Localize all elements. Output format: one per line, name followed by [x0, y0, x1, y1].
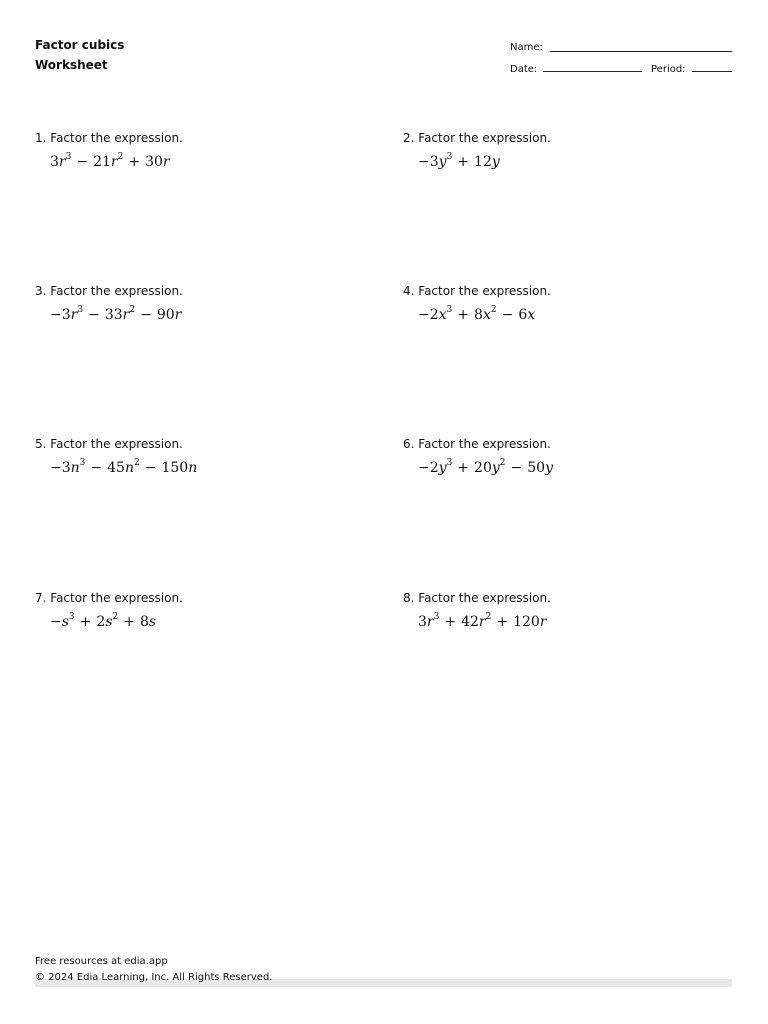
exponent: 2 [117, 152, 124, 163]
coefficient: 8 [474, 307, 483, 323]
date-label: Date: [510, 64, 538, 75]
coefficient: 21 [93, 154, 111, 170]
variable: s [61, 614, 69, 630]
operator: + [496, 614, 509, 630]
variable: s [148, 614, 157, 630]
term [418, 307, 452, 323]
variable: n [70, 460, 80, 476]
coefficient: 30 [145, 154, 163, 170]
exponent: 3 [65, 152, 72, 163]
variable: r [58, 154, 66, 170]
term [418, 614, 439, 630]
period-label: Period: [651, 64, 686, 75]
problem-1 [35, 131, 183, 170]
variable: r [539, 614, 547, 630]
term [96, 614, 118, 630]
term [93, 154, 123, 170]
variable: n [188, 460, 198, 476]
exponent: 3 [433, 612, 440, 623]
operator: − [144, 460, 157, 476]
variable: r [478, 614, 486, 630]
coefficient: 90 [156, 307, 175, 323]
term [474, 460, 505, 476]
problem-3 [35, 284, 183, 323]
variable: r [174, 307, 182, 323]
term [161, 460, 197, 476]
operator: + [123, 614, 135, 630]
problem-prompt: 5. Factor the expression. [35, 437, 183, 451]
coefficient: 3 [50, 154, 59, 170]
problem-prompt: 2. Factor the expression. [403, 131, 551, 145]
term [418, 460, 452, 476]
term [527, 460, 553, 476]
term [105, 307, 135, 323]
variable: x [438, 307, 447, 323]
exponent: 2 [499, 458, 506, 469]
operator: − [510, 460, 523, 476]
coefficient: 6 [518, 307, 528, 323]
footer-copyright: © 2024 Edia Learning, Inc. All Rights Reserved. [35, 972, 273, 983]
problem-expression [50, 460, 197, 476]
exponent: 2 [129, 305, 136, 316]
variable: y [491, 154, 500, 170]
exponent: 3 [68, 612, 75, 623]
operator: − [501, 307, 514, 323]
problem-5 [35, 437, 197, 476]
problem-7 [35, 591, 183, 630]
variable: y [438, 154, 447, 170]
coefficient: 150 [161, 460, 189, 476]
operator: + [444, 614, 457, 630]
problem-expression [50, 614, 183, 630]
problem-8 [403, 591, 551, 630]
coefficient: 42 [461, 614, 479, 630]
problem-prompt: 4. Factor the expression. [403, 284, 551, 298]
name-label: Name: [510, 42, 543, 53]
exponent: 2 [485, 612, 492, 623]
variable: r [162, 154, 170, 170]
term [518, 307, 535, 323]
coefficient: −3 [50, 307, 71, 323]
exponent: 2 [134, 458, 140, 469]
date-field-line[interactable] [543, 71, 642, 72]
coefficient: 33 [104, 307, 123, 323]
footer-resources: Free resources at edia.app [35, 956, 168, 967]
problem-prompt: 6. Factor the expression. [403, 437, 551, 451]
coefficient: 20 [474, 460, 492, 476]
coefficient: 8 [139, 614, 149, 630]
term [157, 307, 182, 323]
exponent: 2 [112, 612, 119, 623]
problem-4 [403, 284, 551, 323]
problem-6 [403, 437, 553, 476]
term [107, 460, 140, 476]
exponent: 3 [79, 458, 86, 469]
coefficient: 45 [107, 460, 125, 476]
term [513, 614, 546, 630]
coefficient: −3 [50, 460, 71, 476]
problem-expression [418, 460, 553, 476]
variable: n [124, 460, 134, 476]
coefficient: 120 [513, 614, 540, 630]
coefficient: 50 [527, 460, 546, 476]
operator: − [76, 154, 89, 170]
term [140, 614, 156, 630]
operator: − [140, 307, 152, 323]
variable: s [105, 614, 113, 630]
term [461, 614, 491, 630]
problem-prompt: 1. Factor the expression. [35, 131, 183, 145]
coefficient: 2 [96, 614, 106, 630]
exponent: 2 [490, 305, 497, 316]
operator: + [457, 154, 470, 170]
coefficient: − [50, 614, 62, 630]
exponent: 3 [446, 305, 453, 316]
variable: r [122, 307, 130, 323]
coefficient: −2 [418, 460, 439, 476]
coefficient: 3 [418, 614, 427, 630]
variable: r [426, 614, 434, 630]
operator: + [457, 307, 470, 323]
exponent: 3 [446, 458, 453, 469]
term [145, 154, 170, 170]
operator: − [90, 460, 103, 476]
term [50, 154, 71, 170]
coefficient: 12 [474, 154, 492, 170]
variable: y [491, 460, 500, 476]
variable: r [110, 154, 118, 170]
exponent: 3 [77, 305, 84, 316]
operator: − [88, 307, 100, 323]
problem-expression [418, 307, 551, 323]
variable: x [482, 307, 491, 323]
worksheet-title: Factor cubics [35, 38, 125, 52]
term [418, 154, 452, 170]
coefficient: −3 [418, 154, 439, 170]
name-field-line[interactable] [550, 51, 732, 52]
problem-expression [418, 154, 551, 170]
term [474, 307, 497, 323]
term [50, 460, 85, 476]
operator: + [457, 460, 470, 476]
operator: + [128, 154, 141, 170]
problem-expression [418, 614, 551, 630]
variable: r [70, 307, 78, 323]
term [50, 307, 83, 323]
variable: y [545, 460, 553, 476]
worksheet-subtitle: Worksheet [35, 58, 108, 72]
problem-expression [50, 307, 183, 323]
problem-expression [50, 154, 183, 170]
term [50, 614, 75, 630]
operator: + [79, 614, 92, 630]
problem-prompt: 3. Factor the expression. [35, 284, 183, 298]
variable: x [527, 307, 536, 323]
problem-prompt: 7. Factor the expression. [35, 591, 183, 605]
problem-prompt: 8. Factor the expression. [403, 591, 551, 605]
period-field-line[interactable] [692, 71, 732, 72]
coefficient: −2 [418, 307, 439, 323]
term [474, 154, 500, 170]
problem-2 [403, 131, 551, 170]
variable: y [438, 460, 447, 476]
exponent: 3 [446, 152, 453, 163]
